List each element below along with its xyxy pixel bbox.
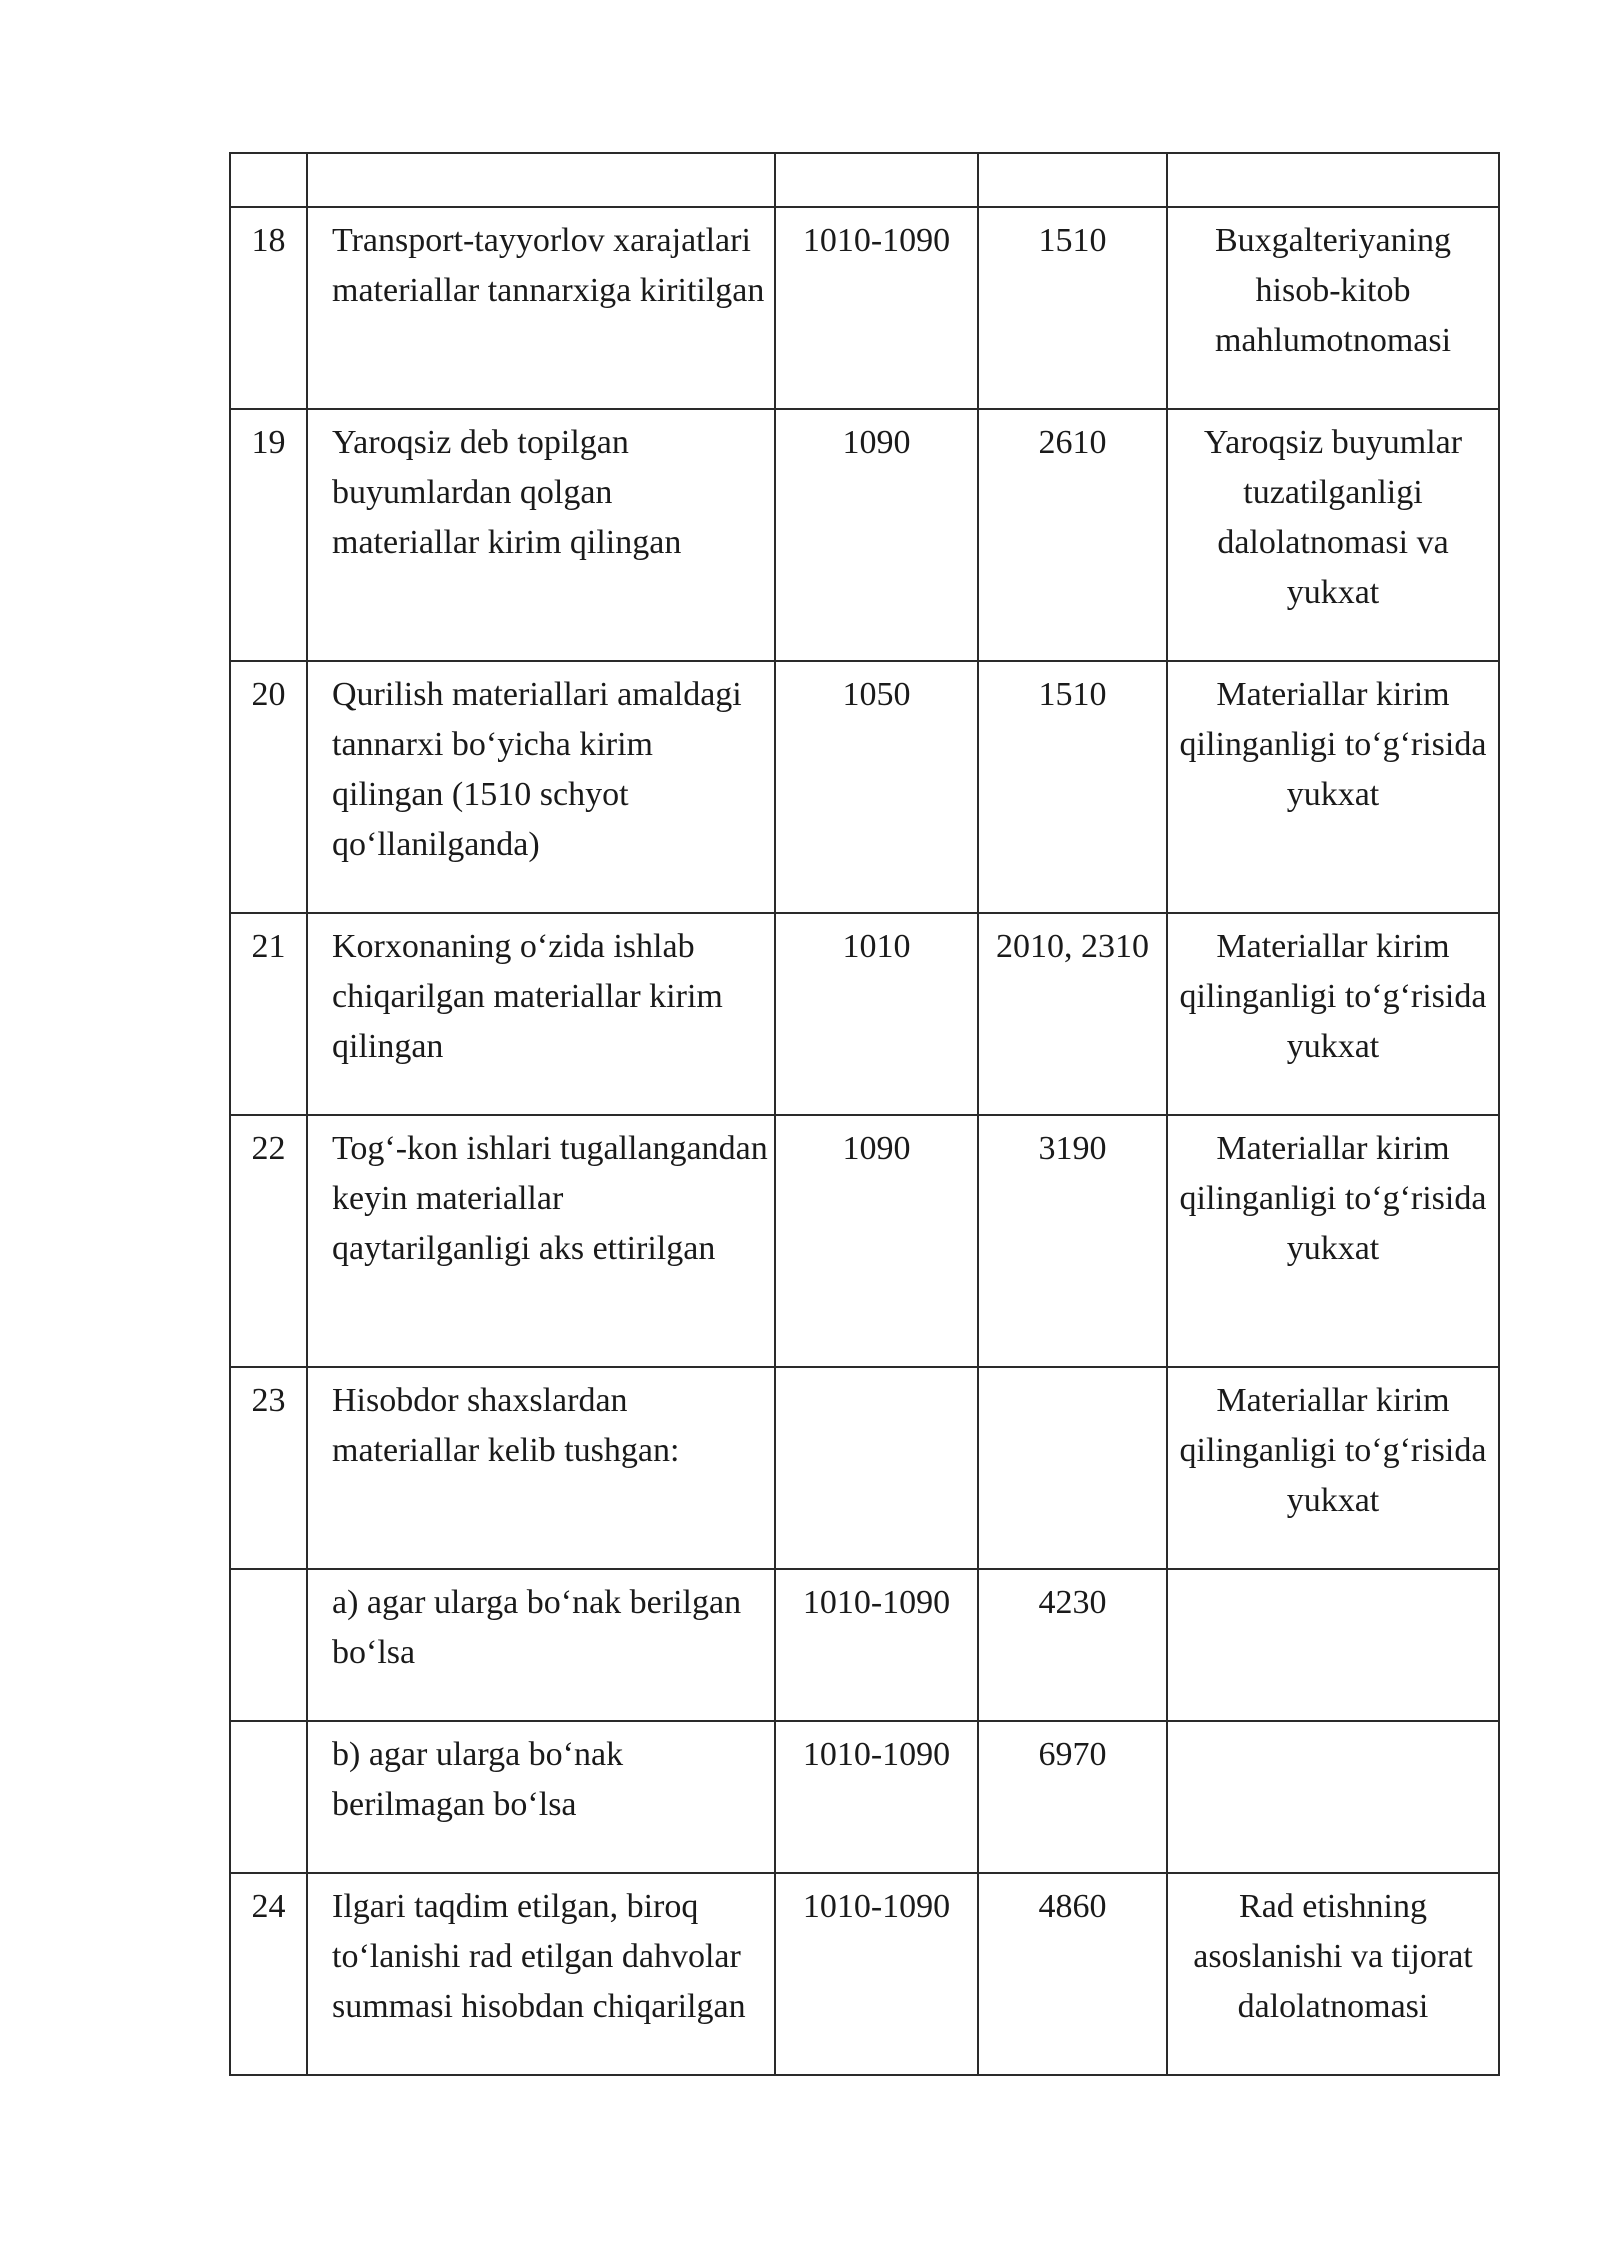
debit-account [775, 1367, 978, 1569]
debit-account: 1010 [775, 913, 978, 1115]
debit-account: 1010-1090 [775, 1569, 978, 1721]
table-row [230, 1873, 1499, 2075]
credit-account: 6970 [978, 1721, 1167, 1873]
operation-description: Yaroqsiz deb topilgan buyumlardan qolgan materiallar kirim qilingan [307, 409, 775, 661]
accounting-entries-table [229, 152, 1500, 2076]
credit-account: 2010, 2310 [978, 913, 1167, 1115]
source-document: Materiallar kirim qilinganligi to‘g‘risida yukxat [1167, 1115, 1499, 1367]
row-number: 19 [230, 409, 307, 661]
header-cell [230, 153, 307, 207]
row-number: 22 [230, 1115, 307, 1367]
debit-account: 1010-1090 [775, 1873, 978, 2075]
debit-account: 1050 [775, 661, 978, 913]
header-cell [1167, 153, 1499, 207]
source-document: Materiallar kirim qilinganligi to‘g‘risida yukxat [1167, 661, 1499, 913]
header-cell [307, 153, 775, 207]
credit-account: 4860 [978, 1873, 1167, 2075]
credit-account [978, 1367, 1167, 1569]
row-number: 20 [230, 661, 307, 913]
credit-account: 1510 [978, 661, 1167, 913]
credit-account: 2610 [978, 409, 1167, 661]
source-document [1167, 1721, 1499, 1873]
operation-description: Transport-tayyorlov xarajatlari materiallar tannarxiga kiritilgan [307, 207, 775, 409]
header-cell [775, 153, 978, 207]
table-row [230, 661, 1499, 913]
credit-account: 3190 [978, 1115, 1167, 1367]
source-document: Materiallar kirim qilinganligi to‘g‘risida yukxat [1167, 1367, 1499, 1569]
row-number: 21 [230, 913, 307, 1115]
table-row [230, 1569, 1499, 1721]
source-document: Yaroqsiz buyumlar tuzatilganligi dalolatnomasi va yukxat [1167, 409, 1499, 661]
table-row [230, 1367, 1499, 1569]
credit-account: 1510 [978, 207, 1167, 409]
source-document: Rad etishning asoslanishi va tijorat dalolatnomasi [1167, 1873, 1499, 2075]
debit-account: 1010-1090 [775, 1721, 978, 1873]
operation-description: Hisobdor shaxslardan materiallar kelib tushgan: [307, 1367, 775, 1569]
credit-account: 4230 [978, 1569, 1167, 1721]
row-number [230, 1721, 307, 1873]
source-document [1167, 1569, 1499, 1721]
operation-description: a) agar ularga bo‘nak berilgan bo‘lsa [307, 1569, 775, 1721]
table-header-row [230, 153, 1499, 207]
table-row [230, 1115, 1499, 1367]
debit-account: 1090 [775, 1115, 978, 1367]
table-row [230, 1721, 1499, 1873]
header-cell [978, 153, 1167, 207]
operation-description: Ilgari taqdim etilgan, biroq to‘lanishi rad etilgan dahvolar summasi hisobdan chiqarilgan [307, 1873, 775, 2075]
operation-description: Tog‘-kon ishlari tugallangandan keyin materiallar qaytarilganligi aks ettirilgan [307, 1115, 775, 1367]
row-number: 18 [230, 207, 307, 409]
table-row [230, 207, 1499, 409]
source-document: Materiallar kirim qilinganligi to‘g‘risida yukxat [1167, 913, 1499, 1115]
table-row [230, 409, 1499, 661]
operation-description: Qurilish materiallari amaldagi tannarxi bo‘yicha kirim qilingan (1510 schyot qo‘llanilganda) [307, 661, 775, 913]
row-number: 24 [230, 1873, 307, 2075]
row-number: 23 [230, 1367, 307, 1569]
debit-account: 1090 [775, 409, 978, 661]
row-number [230, 1569, 307, 1721]
operation-description: Korxonaning o‘zida ishlab chiqarilgan materiallar kirim qilingan [307, 913, 775, 1115]
operation-description: b) agar ularga bo‘nak berilmagan bo‘lsa [307, 1721, 775, 1873]
debit-account: 1010-1090 [775, 207, 978, 409]
table-row [230, 913, 1499, 1115]
source-document: Buxgalteriyaning hisob-kitob mahlumotnomasi [1167, 207, 1499, 409]
